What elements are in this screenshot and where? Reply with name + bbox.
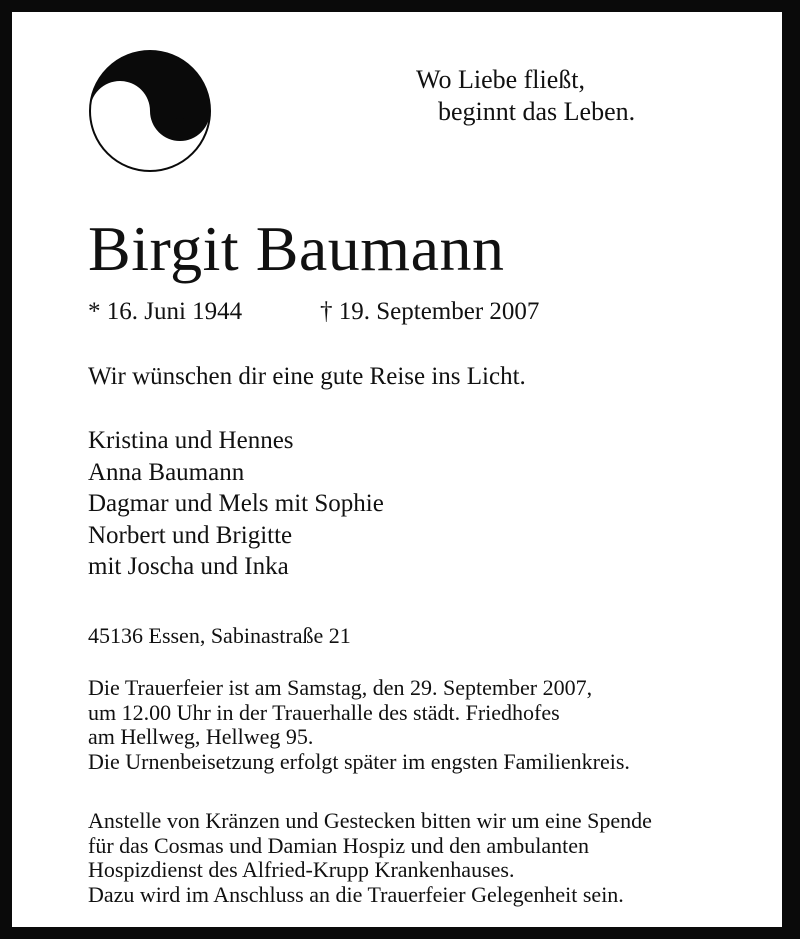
ceremony-line: um 12.00 Uhr in der Trauerhalle des städt. Friedhofes xyxy=(88,699,560,725)
donation-info xyxy=(88,809,652,907)
life-dates xyxy=(88,297,540,327)
motto xyxy=(416,64,635,128)
donation-line: Hospizdienst des Alfried-Krupp Krankenhauses. xyxy=(88,857,515,882)
mourner-line: Norbert und Brigitte xyxy=(88,521,293,549)
death-date: † 19. September 2007 xyxy=(320,298,540,325)
mourners-list xyxy=(88,425,384,583)
birth-date: * 16. Juni 1944 xyxy=(88,298,243,325)
farewell-text: Wir wünschen dir eine gute Reise ins Licht. xyxy=(88,363,526,390)
ceremony-line: Die Trauerfeier ist am Samstag, den 29. September 2007, xyxy=(88,675,593,700)
ceremony-line: Die Urnenbeisetzung erfolgt später im engsten Familienkreis. xyxy=(88,748,630,774)
ceremony-info xyxy=(88,676,630,774)
motto-line-1: Wo Liebe fließt, xyxy=(416,65,586,94)
deceased-name: Birgit Baumann xyxy=(88,213,505,284)
motto-line-2: beginnt das Leben. xyxy=(438,97,636,126)
ceremony-line: am Hellweg, Hellweg 95. xyxy=(88,724,314,749)
mourner-line: Dagmar und Mels mit Sophie xyxy=(88,490,384,517)
mourner-line: Kristina und Hennes xyxy=(88,427,294,454)
yin-yang-icon xyxy=(88,49,212,173)
donation-line: für das Cosmas und Damian Hospiz und den ambulanten xyxy=(88,832,590,858)
mourner-line: Anna Baumann xyxy=(88,458,245,486)
mourner-line: mit Joscha und Inka xyxy=(88,553,289,580)
address: 45136 Essen, Sabinastraße 21 xyxy=(88,623,351,648)
donation-line: Dazu wird im Anschluss an die Trauerfeier Gelegenheit sein. xyxy=(88,881,624,907)
donation-line: Anstelle von Kränzen und Gestecken bitten wir um eine Spende xyxy=(88,808,652,833)
